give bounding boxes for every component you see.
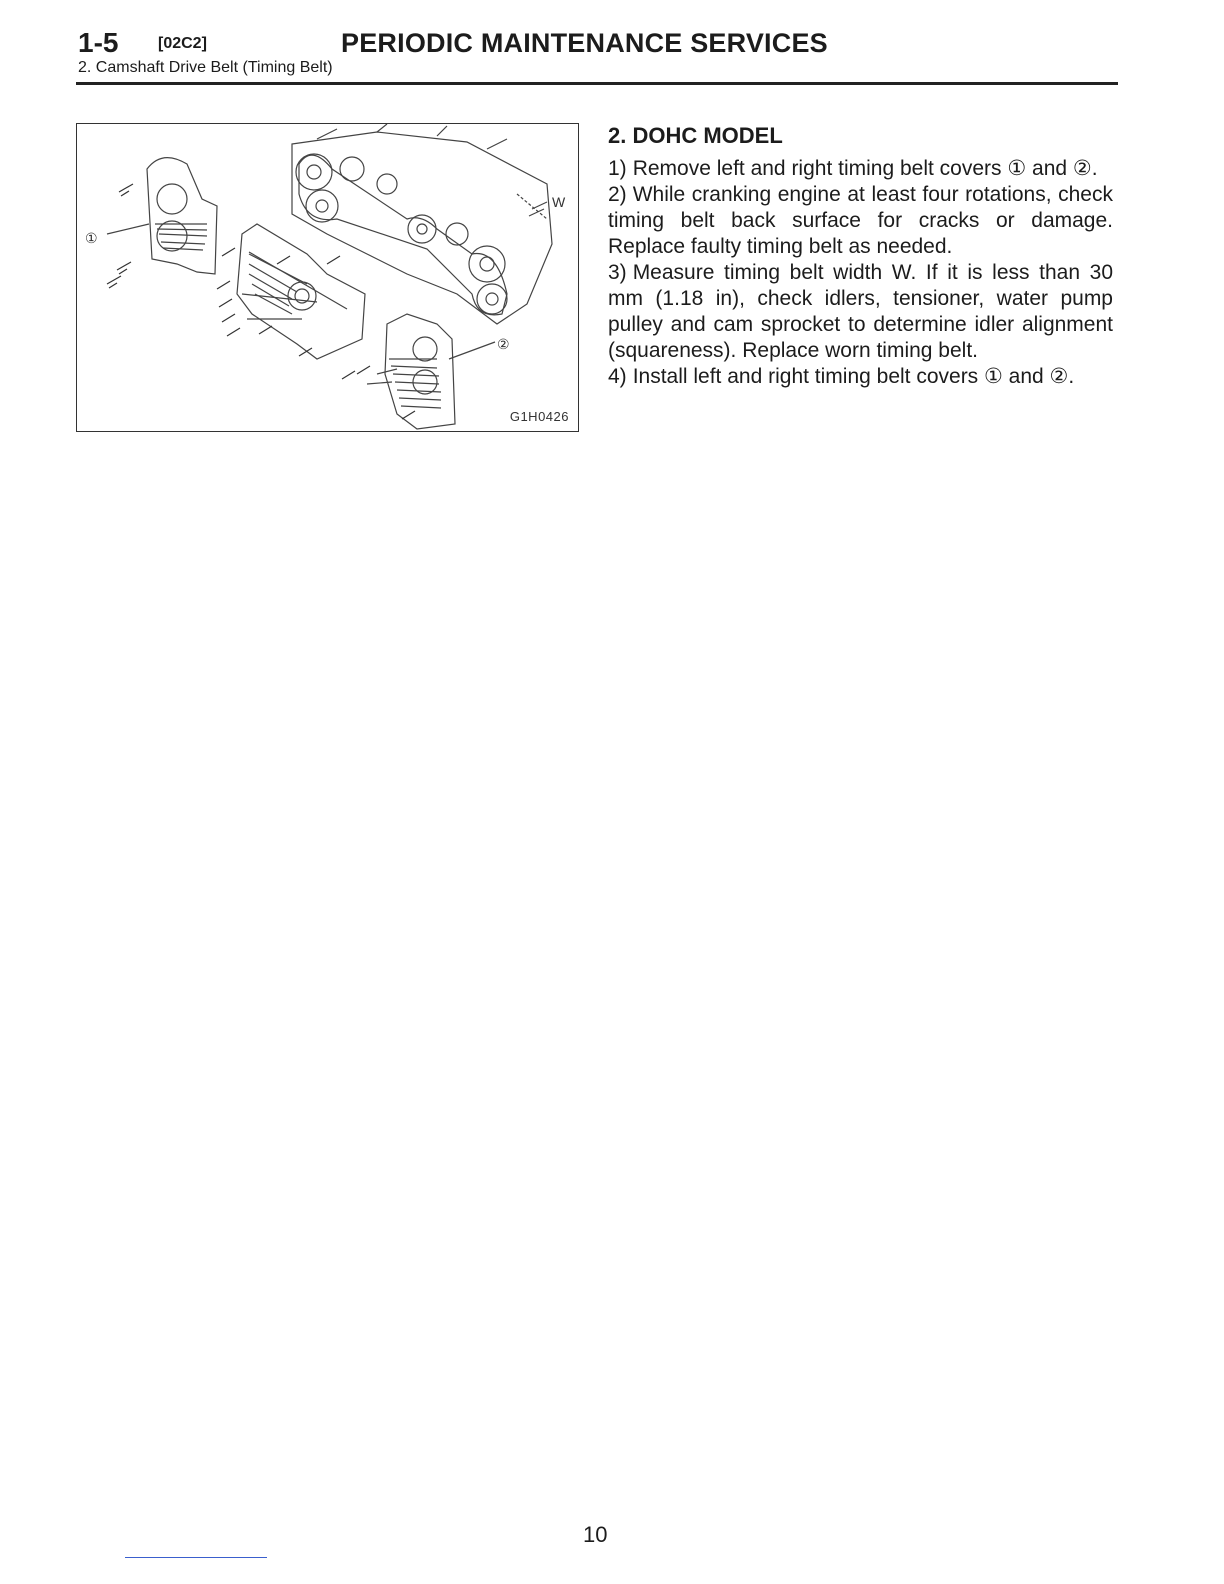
bolt [402,411,415,419]
page-title: PERIODIC MAINTENANCE SERVICES [341,28,828,58]
belt-width-label: W [552,194,566,210]
bolt [277,256,290,264]
cam-sprocket-right [469,246,505,282]
step-item [608,156,1113,182]
bolt [227,328,240,336]
bolt [357,366,370,374]
step-number: 3) [608,261,627,284]
timing-belt-cover-figure [76,123,579,432]
section-number: 1-5 [78,27,119,58]
left-timing-belt-cover [147,158,217,274]
bolt [299,348,312,356]
callout-1: ① [85,230,98,246]
engine-block [292,132,552,324]
step-number: 1) [608,157,627,180]
bolt [117,262,131,274]
bolt [107,276,121,288]
center-timing-belt-cover [237,224,365,359]
step-text: Remove left and right timing belt covers ① and ②. [632,157,1098,180]
bolt [342,371,355,379]
footer-link-underline [125,1557,267,1558]
step-text: Install left and right timing belt covers ① and ②. [632,365,1075,388]
procedure-column [608,122,1113,390]
figure-id: G1H0426 [509,409,569,424]
step-item [608,260,1113,364]
bolt [219,299,232,307]
step-number: 4) [608,365,627,388]
callout-2: ② [497,336,510,352]
bolt [259,326,272,334]
step-text: Measure timing belt width W. If it is less than 30 mm (1.18 in), check idlers, tensioner, water pump pulley and cam sprocket to determine idler alignment (squareness). Replace worn timing belt. [608,261,1113,362]
bolt [217,281,230,289]
bolt [222,248,235,256]
bolt [119,184,133,196]
step-text: While cranking engine at least four rotations, check timing belt back surface for cracks or damage. Replace faulty timing belt as needed. [608,183,1113,258]
step-item [608,364,1113,390]
section-heading: 2. DOHC MODEL [608,123,783,148]
step-item [608,182,1113,260]
step-number: 2) [608,183,627,206]
page-subtitle: 2. Camshaft Drive Belt (Timing Belt) [78,59,333,76]
section-code: [02C2] [158,35,207,52]
page-number: 10 [583,1522,608,1547]
header-divider [76,82,1118,85]
bolt [327,256,340,264]
bolt [222,314,235,322]
engine-exploded-diagram [77,124,579,432]
cam-sprocket-left [296,154,332,190]
